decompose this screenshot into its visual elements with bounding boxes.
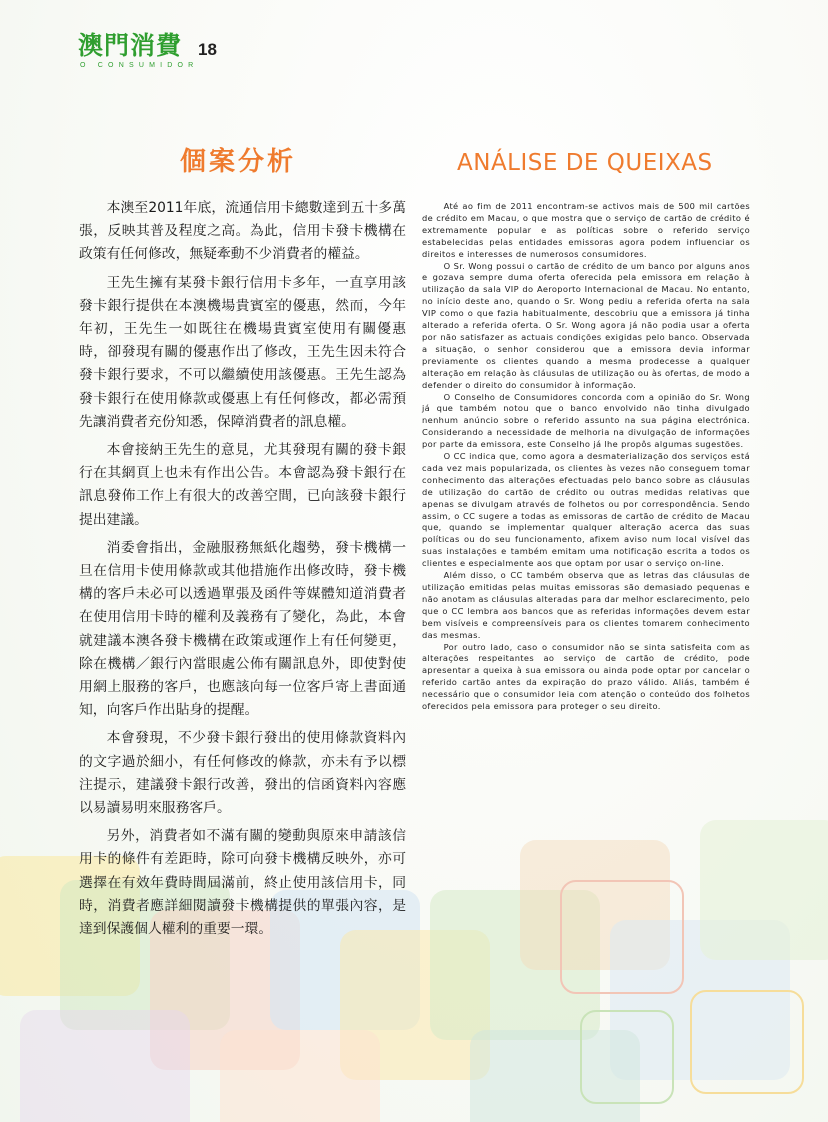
deco-outline xyxy=(580,1010,674,1104)
paragraph-pt: O Conselho de Consumidores concorda com a opinião do Sr. Wong já que também notou que o banco envolvido não tinha divulgado nenhum anúncio sobre o referido assunto na sua página electrónica. Considerando a necessidade de melhoria na divulgação de informações por parte da emissora, este Conselho já lhe propôs algumas sugestões. xyxy=(422,391,750,450)
section-title-pt: ANÁLISE DE QUEIXAS xyxy=(457,150,713,176)
paragraph-pt: Por outro lado, caso o consumidor não se sinta satisfeita com as alterações respeitantes ao serviço de cartão de crédito, pode apresentar a queixa à sua emissora ou ainda pode optar por cancelar o referido cartão antes da expiração do prazo válido. Aliás, também é necessário que o consumidor leia com atenção o conteúdo dos folhetos oferecidos pela emissora para proteger o seu direito. xyxy=(422,641,750,712)
paragraph-cn: 本會發現，不少發卡銀行發出的使用條款資料內的文字過於細小，有任何修改的條款，亦未有予以標注提示，建議發卡銀行改善，發出的信函資料內容應以易讀易明來服務客戶。 xyxy=(79,730,406,817)
deco-outline xyxy=(560,880,684,994)
paragraph-cn: 王先生擁有某發卡銀行信用卡多年，一直享用該發卡銀行提供在本澳機場貴賓室的優惠，然而，今年年初，王先生一如既往在機場貴賓室使用有關優惠時，卻發現有關的優惠作出了修改，王先生因未符合發卡銀行要求，不可以繼續使用該優惠。王先生認為發卡銀行在使用條款或優惠上有任何修改，都必需預先讓消費者充份知悉，保障消費者的訊息權。 xyxy=(79,274,406,430)
deco-square xyxy=(220,1030,380,1122)
logo-title: 澳門消費 xyxy=(78,31,183,60)
paragraph-cn: 本澳至2011年底，流通信用卡總數達到五十多萬張，反映其普及程度之高。為此，信用卡發卡機構在政策有任何修改，無疑牽動不少消費者的權益。 xyxy=(79,200,406,263)
paragraph-pt: Até ao fim de 2011 encontram-se activos mais de 500 mil cartões de crédito em Macau, o que mostra que o serviço de cartão de crédito é extremamente popular e as políticas sobre o referido serviço estabelecidas pelas entidades emissoras agora podem influenciar os direitos e interesses de numerosos consumidores. xyxy=(422,201,750,259)
masthead xyxy=(78,28,298,76)
deco-square xyxy=(20,1010,190,1122)
paragraph-cn: 消委會指出，金融服務無紙化趨勢，發卡機構一旦在信用卡使用條款或其他措施作出修改時，發卡機構的客戶未必可以透過單張及函件等媒體知道消費者在使用信用卡時的權利及義務有了變化，為此，本會就建議本澳各發卡機構在政策或運作上有任何變更，除在機構／銀行內當眼處公佈有關訊息外，即使對使用網上服務的客戶，也應該向每一位客戶寄上書面通知，向客戶作出貼身的提醒。 xyxy=(79,539,406,719)
logo-subtitle: O CONSUMIDOR xyxy=(80,62,199,69)
paragraph-cn: 本會接納王先生的意見，尤其發現有關的發卡銀行在其網頁上也未有作出公告。本會認為發卡銀行在訊息發佈工作上有很大的改善空間，已向該發卡銀行提出建議。 xyxy=(79,442,406,528)
paragraph-pt: O Sr. Wong possui o cartão de crédito de um banco por alguns anos e gozava sempre duma oferta oferecida pela emissora em relação à utilização da sala VIP do Aeroporto Internacional de Macau. No entanto, no início deste ano, quando o Sr. Wong pediu a referida oferta na sala VIP como o que fazia habitualmente, descobriu que a emissora já tinha alterado a referida oferta. O Sr. Wong agora já não podia usar a oferta por não satisfazer as actuais condições exigidas pelo banco. Observada a situação, o senhor considerou que a emissora devia informar previamente os clientes quando a mesma prodecesse a qualquer alteração em relação às cláusulas de utilização ou às ofertas, de modo a defender o direito do consumidor à informação. xyxy=(422,260,750,390)
article-column-pt xyxy=(422,201,750,713)
paragraph-cn: 另外，消費者如不滿有關的變動與原來申請該信用卡的條件有差距時，除可向發卡機構反映外，亦可選擇在有效年費時間屆滿前，終止使用該信用卡，同時，消費者應詳細閱讀發卡機構提供的單張內容，是達到保護個人權利的重要一環。 xyxy=(79,828,406,938)
section-title-cn: 個案分析 xyxy=(180,147,297,177)
deco-outline xyxy=(690,990,804,1094)
deco-square xyxy=(700,820,828,960)
paragraph-pt: O CC indica que, como agora a desmaterialização dos serviços está cada vez mais popularizada, os clientes às vezes não conseguem tomar conhecimento das alterações efectuadas pelo banco sobre as cláusulas de utilização do cartão de crédito ou outras medidas relativas que apenas se divulgam através de folhetos ou por correspondência. Sendo assim, o CC sugere a todas as emissoras de cartão de crédito de Macau que, quando se implementar qualquer alteração acerca das suas políticas ou do seu funcionamento, afixem aviso num local visível das suas instalações e também emitam uma notificação escrita a todos os clientes e especialmente aos que optam por usar o serviço on-line. xyxy=(422,451,750,569)
article-column-cn xyxy=(79,197,406,946)
paragraph-pt: Além disso, o CC também observa que as letras das cláusulas de utilização emitidas pelas muitas emissoras são demasiado pequenas e não anotam as cláusulas alteradas para dar melhor esclarecimento, pelo que o CC lembra aos bancos que as referidas informações devem estar bem visíveis e compreensíveis para os clientes tomarem conhecimento das mesmas. xyxy=(422,570,750,640)
page-number: 18 xyxy=(198,40,217,59)
